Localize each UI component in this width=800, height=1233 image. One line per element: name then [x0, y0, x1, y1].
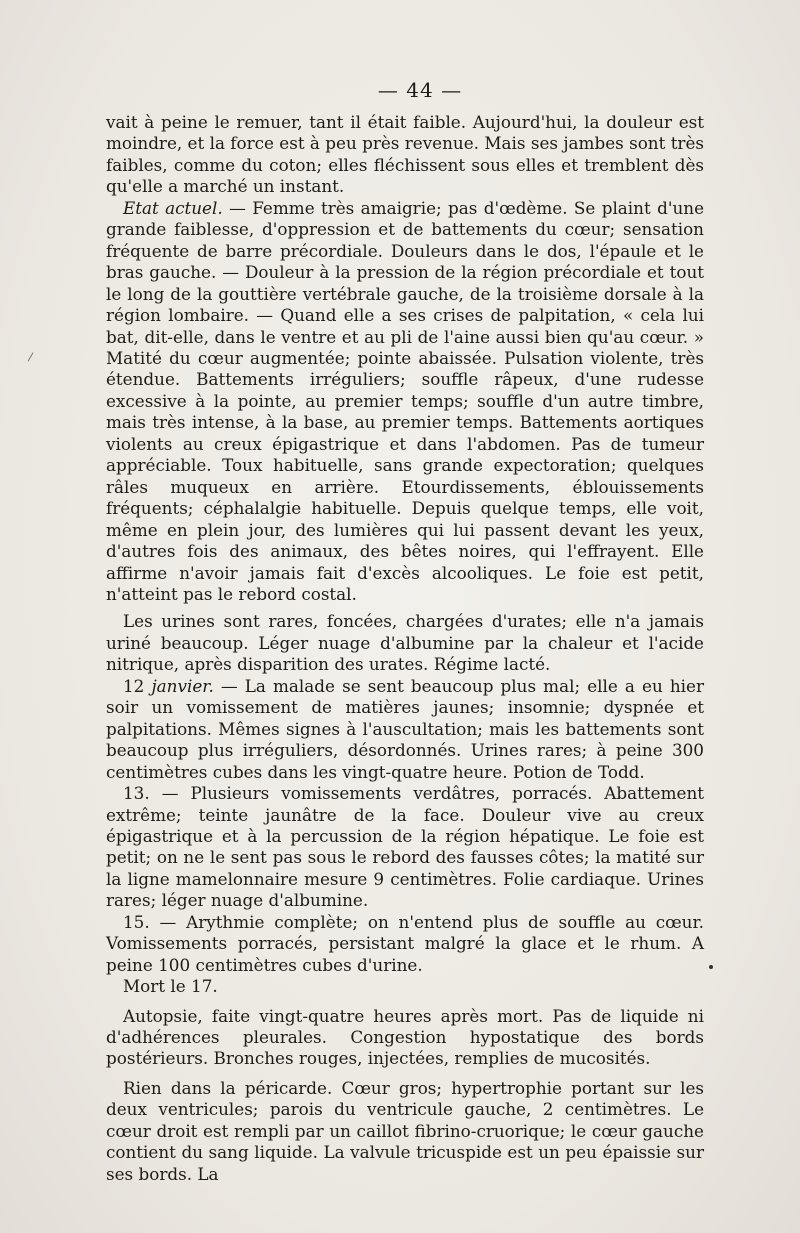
paragraph-etat-actuel: Etat actuel. — Femme très amaigrie; pas d'œdème. Se plaint d'une grande faiblesse, d'oppression et de battements du cœur; sensation fréquente de barre précordiale. Douleurs dans le dos, l'épaule et le bras gauche. — Douleur à la pression de la région précordiale et tout le long de la gouttière vertébrale gauche, de la troisième dorsale à la région lombaire. — Quand elle a ses crises de palpitation, « cela lui bat, dit-elle, dans le ventre et au pli de l'aine aussi bien qu'au cœur. » Matité du cœur augmentée; pointe abaissée. Pulsation violente, très étendue. Battements irréguliers; souffle râpeux, d'une rudesse excessive à la pointe, au premier temps; souffle d'un autre timbre, mais très intense, à la base, au premier temps. Battements aortiques violents au creux épigastrique et dans l'abdomen. Pas de tumeur appréciable. Toux habituelle, sans grande expectoration; quelques râles muqueux en arrière. Etourdissements, éblouissements fréquents; céphalalgie habituelle. Depuis quelque temps, elle voit, même en plein jour, des lumières qui lui passent devant les yeux, d'autres fois des animaux, des bêtes noires, qui l'effrayent. Elle affirme n'avoir jamais fait d'excès alcooliques. Le foie est petit, n'atteint pas le rebord costal.: [106, 197, 704, 604]
section-lead-etat-actuel: Etat actuel.: [123, 197, 223, 218]
paragraph-mort: Mort le 17.: [123, 976, 218, 997]
paragraph-15: 15. — Arythmie complète; on n'entend plus de souffle au cœur. Vomissements porracés, persistant malgré la glace et le rhum. A peine 100 centimètres cubes d'urine.: [106, 911, 704, 975]
paragraph-urines: Les urines sont rares, foncées, chargées d'urates; elle n'a jamais uriné beaucoup. Léger nuage d'albumine par la chaleur et l'acide nitrique, après disparition des urates. Régime lacté.: [106, 611, 704, 675]
paragraph-pericarde: Rien dans la péricarde. Cœur gros; hypertrophie portant sur les deux ventricules; parois du ventricule gauche, 2 centimètres. Le cœur droit est rempli par un caillot fibrino-cruorique; le cœur gauche contient du sang liquide. La valvule tricuspide est un peu épaissie sur ses bords. La: [106, 1077, 704, 1184]
paragraph-1: vait à peine le remuer, tant il était faible. Aujourd'hui, la douleur est moindre, et la force est à peu près revenue. Mais ses jambes sont très faibles, comme du coton; elles fléchissent sous elles et tremblent dès qu'elle a marché un instant.: [106, 112, 704, 197]
margin-dot: [709, 965, 713, 969]
body-text: [106, 112, 704, 1185]
date-day: 12: [123, 675, 152, 696]
date-month: janvier.: [151, 675, 214, 696]
paragraph-12-janvier: 12 janvier. — La malade se sent beaucoup plus mal; elle a eu hier soir un vomissement de matières jaunes; insomnie; dyspnée et palpitations. Mêmes signes à l'auscultation; mais les battements sont beaucoup plus irréguliers, désordonnés. Urines rares; à peine 300 centimètres cubes dans les vingt-quatre heure. Potion de Todd.: [106, 675, 704, 782]
paragraph-13: 13. — Plusieurs vomissements verdâtres, porracés. Abattement extrême; teinte jaunâtre de la face. Douleur vive au creux épigastrique et à la percussion de la région hépatique. Le foie est petit; on ne le sent pas sous le rebord des fausses côtes; la matité sur la ligne mamelonnaire mesure 9 centimètres. Folie cardiaque. Urines rares; léger nuage d'albumine.: [106, 783, 704, 911]
margin-mark: [28, 352, 34, 361]
paragraph-autopsie: Autopsie, faite vingt-quatre heures après mort. Pas de liquide ni d'adhérences pleurales. Congestion hypostatique des bords postérieurs. Bronches rouges, injectées, remplies de mucosités.: [106, 1005, 704, 1069]
page-number: — 44 —: [377, 78, 463, 102]
